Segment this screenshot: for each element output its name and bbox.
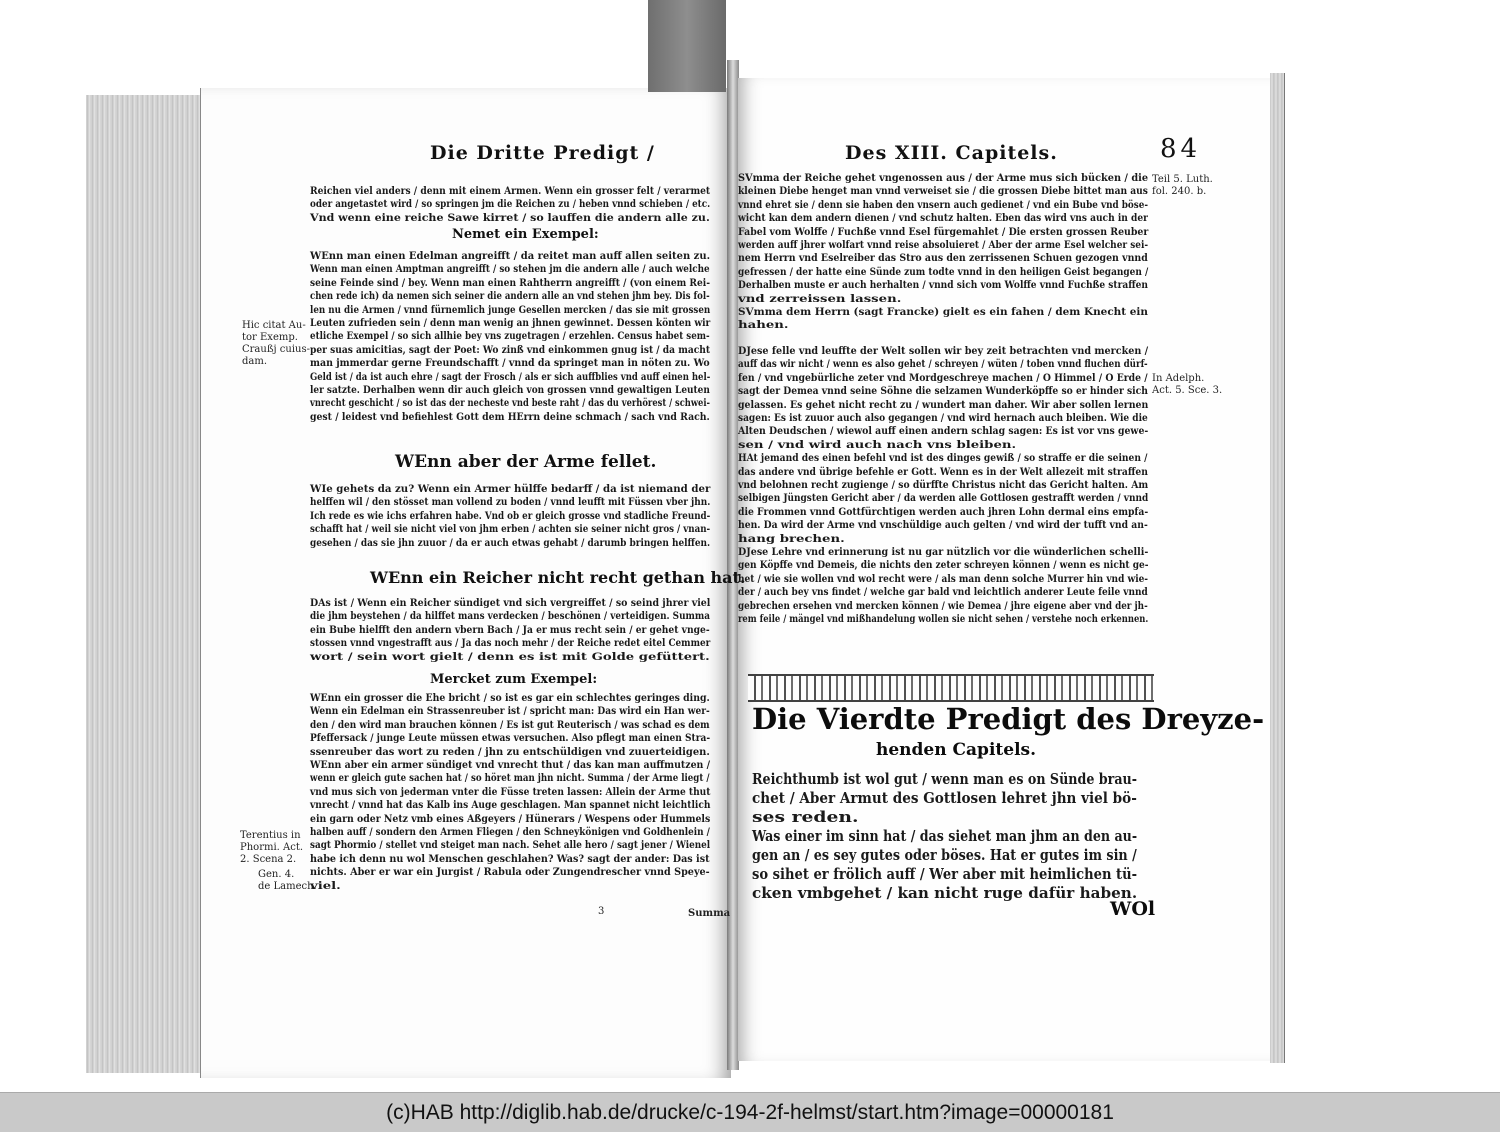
text-line: chen rede ich) da nemen sich seiner die andern alle an vnd stehen jhm bey. Dis fol- xyxy=(310,290,710,303)
text-line: halben auff / sondern den Armen Fliegen / den Schneykönigen vnd Goldhenlein / xyxy=(310,826,710,838)
margin-note-line: de Lamech. xyxy=(258,881,317,892)
text-line: etliche Exempel / so sich allhie bey vns zugetragen / erzehlen. Census habet sem- xyxy=(310,330,710,343)
margin-note-line: Act. 5. Sce. 3. xyxy=(1152,385,1223,396)
text-line: vnd mus sich von jederman vnter die Füsse treten lassen: Allein der Arme thut xyxy=(310,785,711,798)
text-line: ssenreuber das wort zu reden / jhn zu entschüldigen vnd zuuerteidigen. xyxy=(310,745,710,758)
text-line: DJese Lehre vnd erinnerung ist nu gar nützlich vor die wünderlichen schelli- xyxy=(738,546,1149,558)
margin-note-line: In Adelph. xyxy=(1152,373,1205,384)
left-signature-mark: 3 xyxy=(598,906,605,917)
text-line: Leuten zufrieden sein / denn man wenig an jhnen gewinnet. Dessen könten wir xyxy=(310,317,711,329)
text-line: WIe gehets da zu? Wenn ein Armer hülffe bedarff / da ist niemand der xyxy=(310,483,711,495)
text-line: Reichthumb ist wol gut / wenn man es on Sünde brau- xyxy=(752,770,1137,788)
text-line: SVmma der Reiche gehet vngenossen aus / der Arme mus sich bücken / die xyxy=(738,172,1149,184)
text-line: Wenn ein Edelman ein Strassenreuber ist / spricht man: Das wird ein Han wer- xyxy=(310,705,710,718)
text-line: werden auff jhrer wolfart vnnd reise absoluieret / Aber der arme Esel welcher sei- xyxy=(738,239,1149,251)
page-number: 84 xyxy=(1160,134,1202,164)
copyright-footer: (c)HAB http://diglib.hab.de/drucke/c-194-2f-helmst/start.htm?image=00000181 xyxy=(0,1092,1500,1132)
text-line: der / auch bey vns findet / welche gar bald vnd leichtlich anderer Leute feile vnnd xyxy=(738,586,1148,599)
text-line: sagt Phormio / stellet vnd steiget man nach. Sehet alle hero / sagt jener / Wienel xyxy=(310,839,711,852)
text-line: chet / Aber Armut des Gottlosen lehret jhn viel bö- xyxy=(752,789,1137,807)
margin-note-line: 2. Scena 2. xyxy=(240,854,297,865)
text-line: oder angetastet wird / so springen jm die Reichen zu / heben vnnd schieben / etc. xyxy=(310,198,711,211)
text-line: vnrecht / vnnd hat das Kalb ins Auge geschlagen. Man spannet nicht leichtlich xyxy=(310,799,711,812)
text-line: DAs ist / Wenn ein Reicher sündiget vnd sich vergreiffet / so seind jhrer viel xyxy=(310,597,711,609)
text-line: gelassen. Es gehet nicht recht zu / wundert man daher. Wir aber sollen lernen xyxy=(738,398,1149,411)
margin-note-line: Craußj cuius- xyxy=(242,344,310,355)
left-heading-2: WEnn aber der Arme fellet. xyxy=(395,452,657,472)
text-line: hahen. xyxy=(738,319,789,332)
left-heading-4: Mercket zum Exempel: xyxy=(430,672,598,687)
text-line: ler satzte. Derhalben wenn dir auch gleich von grossen vnnd gewaltigen Leuten xyxy=(310,384,710,396)
text-line: hang brechen. xyxy=(738,532,845,545)
text-line: sagen: Es ist zuuor auch also gegangen / vnd wird hernach auch bleiben. Wie die xyxy=(738,412,1148,424)
text-line: gefressen / der hatte eine Sünde zum todte vnnd in den heiligen Geist begangen / xyxy=(738,265,1149,278)
text-line: auff das wir nicht / wenn es also gehet / schreyen / wüten / toben vnnd fluchen dürf- xyxy=(738,358,1148,371)
text-line: so sihet er frölich auff / Wer aber mit heimlichen tü- xyxy=(752,865,1138,883)
text-line: die jhm beystehen / da hilffet mans verdecken / beschönen / verteidigen. Summa xyxy=(310,610,710,623)
text-line: gesehen / das sie jhn zuuor / da er auch etwas gehabt / darumb bringen helffen. xyxy=(310,536,711,549)
text-line: HAt jemand des einen befehl vnd ist des dinges gewiß / so straffe er die seinen / xyxy=(738,452,1148,465)
text-line: nem Herrn vnd Eselreiber das Stro aus den zerrissenen Schuen gezogen vnnd xyxy=(738,252,1148,265)
text-line: fen / vnd vngebürliche zeter vnd Mordgeschreye machen / O Himmel / O Erde / xyxy=(738,371,1148,384)
text-line: vnd belohnen recht zugienge / so dürffte Christus nicht das Gericht halten. Am xyxy=(738,479,1149,491)
text-line: DJese felle vnd leuffte der Welt sollen wir bey zeit betrachten vnd mercken / xyxy=(738,345,1149,357)
text-line: Ich rede es wie ichs erfahren habe. Vnd ob er gleich grosse vnd stadliche Freund- xyxy=(310,509,711,522)
text-line: sagt der Demea vnnd seine Söhne die selzamen Wunderköpffe so er hinder sich xyxy=(738,385,1148,398)
text-line: Reichen viel anders / denn mit einem Armen. Wenn ein grosser felt / verarmet xyxy=(310,185,711,197)
text-line: WEnn man einen Edelman angreifft / da reitet man auff allen seiten zu. xyxy=(310,250,711,262)
right-page-edge xyxy=(1270,73,1285,1063)
text-line: seine Feinde sind / bey. Wenn man einen Rahtherrn angreifft / (von einem Rei- xyxy=(310,276,710,289)
text-line: Geld ist / da ist auch ehre / sagt der Frosch / als er sich auffblies vnd auff einen hel- xyxy=(310,370,711,383)
margin-note-line: Phormi. Act. xyxy=(240,842,304,853)
text-line: das andere vnd übrige befehle er Gott. Wenn es in der Welt allezeit mit straffen xyxy=(738,465,1148,478)
text-line: gen an / es sey gutes oder böses. Hat er gutes im sin / xyxy=(752,846,1137,864)
text-line: wicht kan dem andern dienen / vnd schutz halten. Eben das wird vns auch in der xyxy=(738,212,1148,225)
text-line: rem feile / mängel vnd mißhandelung wollen sie nicht sehen / verstehe noch erkennen. xyxy=(738,613,1149,625)
text-line: helffen wil / den stösset man vollend zu boden / vnnd leufft mit Füssen vber jhn. xyxy=(310,496,711,509)
text-line: vnd zerreissen lassen. xyxy=(738,292,902,305)
text-line: cken vmbgehet / kan nicht ruge dafür haben. xyxy=(752,884,1138,902)
margin-note-line: Teil 5. Luth. xyxy=(1152,174,1213,185)
left-heading-1: Nemet ein Exempel: xyxy=(452,227,599,242)
text-line: stossen vnnd vngestrafft aus / Ja das noch mehr / der Reiche redet eitel Cemmer xyxy=(310,637,711,650)
right-catchword: WOl xyxy=(1110,898,1156,920)
text-line: WEnn ein grosser die Ehe bricht / so ist es gar ein schlechtes geringes ding. xyxy=(310,692,710,704)
text-line: Fabel vom Wolffe / Fuchße vnnd Esel fürgemahlet / Die ersten grossen Reuber xyxy=(738,225,1149,238)
decorative-ornament-band xyxy=(748,674,1154,702)
text-line: len nu die Armen / vnnd fürnemlich junge Gesellen mercken / das sie mit grossen xyxy=(310,303,711,316)
left-running-header: Die Dritte Predigt / xyxy=(430,142,655,164)
text-line: WEnn aber ein armer sündiget vnd vnrecht thut / das kan man auffmutzen / xyxy=(310,759,711,771)
text-line: viel. xyxy=(310,879,341,892)
text-line: selbigen Jüngsten Gericht aber / da werden alle Gottlosen gestrafft werden / vnnd xyxy=(738,492,1149,505)
text-line: gebrechen ersehen vnd mercken können / wie Demea / jhre eigene aber vnd der jh- xyxy=(738,599,1148,612)
margin-note-line: Hic citat Au- xyxy=(242,320,306,331)
text-line: SVmma dem Herrn (sagt Francke) gielt es ein fahen / dem Knecht ein xyxy=(738,306,1148,318)
text-line: nichts. Aber er war ein Jurgist / Rabula oder Zungendrescher vnnd Speye- xyxy=(310,866,710,879)
text-line: schafft hat / weil sie nicht viel von jhm erben / achten sie seiner nicht gros / vnan- xyxy=(310,523,711,536)
right-running-header: Des XIII. Capitels. xyxy=(845,142,1058,164)
text-line: die Frommen vnnd Gottfürchtigen werden auch jhren Lohn dermal eins empfa- xyxy=(738,505,1149,518)
chapter-title-line-2: henden Capitels. xyxy=(876,740,1037,760)
bookmark-tab xyxy=(648,0,726,92)
text-line: habe ich denn nu wol Menschen geschlahen? Was? sagt der ander: Das ist xyxy=(310,852,710,865)
text-line: Derhalben muste er auch herhalten / vnnd sich vom Wolffe vnnd Fuchße straffen xyxy=(738,279,1148,292)
margin-note-line: Gen. 4. xyxy=(258,869,295,880)
text-line: Wenn man einen Amptman angreifft / so stehen jm die andern alle / auch welche xyxy=(310,263,710,276)
text-line: gen Köpffe vnd Demeis, die nichts den zeter schreyen können / wenn es nicht ge- xyxy=(738,559,1149,572)
text-line: sen / vnd wird auch nach vns bleiben. xyxy=(738,438,1017,451)
text-line: Was einer im sinn hat / das siehet man jhm an den au- xyxy=(752,827,1138,845)
text-line: per suas amicitias, sagt der Poet: Wo zinß vnd einkommen gnug ist / da macht xyxy=(310,343,711,356)
text-line: ein Bube hielfft den andern vbern Bach / Ja er mus recht sein / er gehet vnge- xyxy=(310,623,710,636)
text-line: man jmmerdar gerne Freundschafft / vnnd da springet man in nöten zu. Wo xyxy=(310,357,710,370)
margin-note-line: tor Exemp. xyxy=(242,332,298,343)
text-line: Alten Deudschen / wiewol auff einen andern schlag sagen: Es ist vor vns gewe- xyxy=(738,425,1149,438)
text-line: vnnd ehret sie / denn sie haben den vnsern auch gedienet / vnd ein Bube vnd böse- xyxy=(738,198,1149,211)
text-line: den / den wird man brauchen können / Es ist gut Reuterisch / was schad es dem xyxy=(310,718,710,731)
margin-note-line: fol. 240. b. xyxy=(1152,186,1207,197)
text-line: ses reden. xyxy=(752,808,859,826)
margin-note-line: dam. xyxy=(242,356,268,367)
text-line: kleinen Diebe henget man vnnd verweiset sie / die grossen Diebe bittet man aus xyxy=(738,185,1148,198)
left-catchword: Summa xyxy=(688,908,731,919)
text-line: wenn er gleich gute sachen hat / so höret man jhn nicht. Summa / der Arme liegt / xyxy=(310,772,710,785)
text-line: vnrecht geschicht / so ist das der necheste vnd beste raht / das du verhörest / schwei- xyxy=(310,397,710,410)
text-line: Pfeffersack / junge Leute müssen etwas versuchen. Also pflegt man einen Stra- xyxy=(310,732,711,745)
text-line: Vnd wenn eine reiche Sawe kirret / so lauffen die andern alle zu. xyxy=(310,211,710,224)
text-line: het / wie sie wollen vnd wol recht were / als man denn solche Murrer hin vnd wie- xyxy=(738,572,1149,585)
text-line: ein garn oder Netz vmb eines Aßgeyers / Hünerars / Wespens oder Hummels xyxy=(310,812,711,825)
chapter-title-line-1: Die Vierdte Predigt des Dreyze- xyxy=(752,702,1265,736)
text-line: wort / sein wort gielt / denn es ist mit Golde gefüttert. xyxy=(310,650,710,663)
left-heading-3: WEnn ein Reicher nicht recht gethan hat. xyxy=(370,568,746,587)
margin-note-line: Terentius in xyxy=(240,830,301,841)
text-line: gest / leidest vnd befiehlest Gott dem HErrn deine schmach / sach vnd Rach. xyxy=(310,410,710,423)
text-line: hen. Da wird der Arme vnd vnschüldige auch gelten / vnd wird der tufft vnd an- xyxy=(738,519,1148,532)
